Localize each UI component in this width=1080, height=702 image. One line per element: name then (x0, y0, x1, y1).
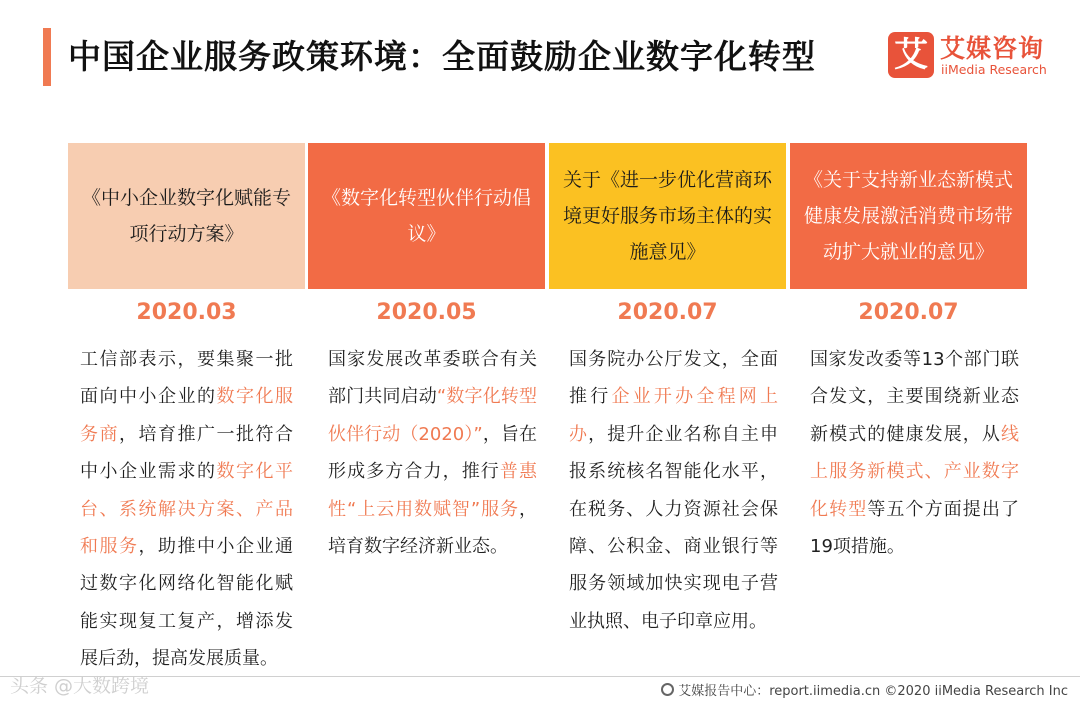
highlight-segment: 数字化服务商 (80, 386, 293, 445)
report-center-icon (661, 683, 674, 696)
highlight-segment: 企业开办全程网上办 (569, 386, 779, 445)
page-title: 中国企业服务政策环境：全面鼓励企业数字化转型 (68, 37, 816, 76)
text-segment: ，助推中小企业通过数字化网络化智能化赋能实现复工复产，增添发展后劲，提高发展质量。 (80, 536, 293, 670)
policy-title-box (549, 143, 786, 289)
policy-date: 2020.03 (136, 300, 237, 325)
highlight-segment: “数字化转型伙伴行动（2020）” (328, 386, 538, 445)
policy-description (790, 341, 1027, 565)
policy-title: 《数字化转型伙伴行动倡议》 (321, 187, 531, 245)
text-segment: ，培育数字经济新业态。 (328, 498, 537, 558)
policy-title: 《关于支持新业态新模式健康发展激活消费市场带动扩大就业的意见》 (803, 169, 1013, 263)
policy-column-2 (308, 143, 545, 565)
policy-title-box (308, 143, 545, 289)
text-segment: 国家发改委等13个部门联合发文，主要围绕新业态新模式的健康发展，从 (810, 349, 1019, 445)
text-segment: ，旨在形成多方合力，推行 (328, 423, 538, 483)
policy-title: 关于《进一步优化营商环境更好服务市场主体的实施意见》 (562, 169, 772, 263)
policy-column-1 (68, 143, 305, 678)
logo-tagline: iiMedia Research (941, 62, 1047, 77)
policy-title-box (790, 143, 1027, 289)
policy-date: 2020.05 (376, 300, 477, 325)
policy-title: 《中小企业数字化赋能专项行动方案》 (81, 187, 291, 245)
text-segment: 国务院办公厅发文，全面推行 (569, 349, 778, 408)
policy-date: 2020.07 (858, 300, 959, 325)
logo-mark: 艾 (888, 32, 934, 78)
policy-description (308, 341, 545, 565)
policy-column-3 (549, 143, 786, 640)
footer-source (661, 680, 1068, 699)
highlight-segment: 线上服务新模式、产业数字化转型 (810, 423, 1019, 520)
policy-description (68, 341, 305, 678)
text-segment: 工信部表示，要集聚一批面向中小企业的 (80, 349, 293, 408)
text-segment: ，培育推广一批符合中小企业需求的 (80, 423, 293, 483)
iimedia-logo (888, 30, 1063, 82)
highlight-segment: 数字化平台、系统解决方案、产品和服务 (80, 461, 293, 558)
text-segment: ，提升企业名称自主申报系统核名智能化水平，在税务、人力资源社会保障、公积金、商业银行等服务领域加快实现电子营业执照、电子印章应用。 (569, 423, 779, 632)
footer-source-text: 艾媒报告中心：report.iimedia.cn ©2020 iiMedia Research Inc (678, 684, 1068, 699)
policy-title-box (68, 143, 305, 289)
policy-date: 2020.07 (617, 300, 718, 325)
watermark: 头条 @大数跨境 (10, 675, 150, 697)
policy-column-4 (790, 143, 1027, 565)
logo-name: 艾媒咨询 (940, 34, 1045, 63)
text-segment: 国家发展改革委联合有关部门共同启动 (328, 349, 537, 408)
footer-divider (0, 676, 1080, 677)
title-accent-bar (43, 28, 51, 86)
highlight-segment: 普惠性“上云用数赋智”服务 (328, 461, 538, 520)
policy-description (549, 341, 786, 640)
text-segment: 等五个方面提出了19项措施。 (810, 498, 1020, 558)
